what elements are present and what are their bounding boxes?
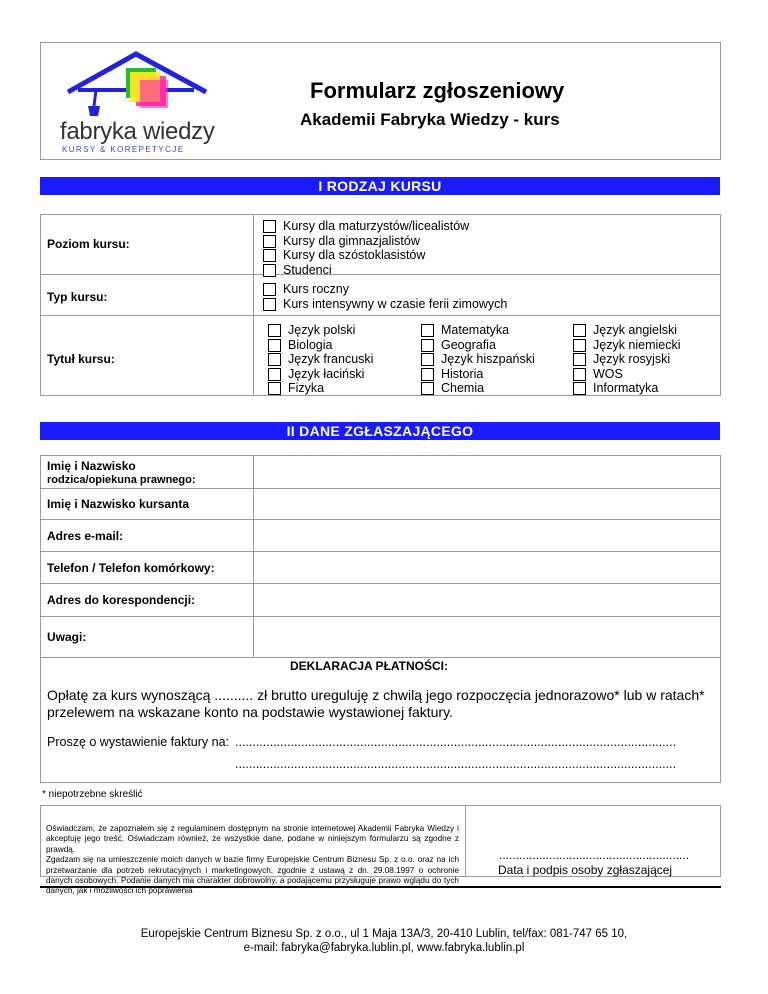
- phone-label: Telefon / Telefon komórkowy:: [47, 561, 215, 575]
- checkbox-option[interactable]: Język niemiecki: [571, 338, 681, 353]
- checkbox-option[interactable]: Informatyka: [571, 381, 681, 396]
- checkbox-option[interactable]: Kursy dla gimnazjalistów: [261, 234, 469, 249]
- form-title: Formularz zgłoszeniowy: [310, 78, 565, 103]
- title-options-col3[interactable]: [571, 323, 681, 396]
- signature-label: Data i podpis osoby zgłaszającej: [498, 863, 673, 877]
- consent-paragraph-2: Zgadzam się na umieszczenie moich danych w bazie firmy Europejskie Centrum Biznesu Sp. z o.o. oraz na ich przetwarzanie dla potrzeb rekrutacyjnych i marketingowych, zgodnie z ustawą z dn. 29.08.1997 o ochronie danych osobowych. Podanie danych ma charakter dobrowolny, a podającemu przysługuje prawo wglądu do tych danych, jak i możliwości ich poprawienia: [46, 855, 459, 896]
- parent-name-label: Imię i Nazwisko: [47, 459, 136, 473]
- student-name-label: Imię i Nazwisko kursanta: [47, 497, 190, 511]
- checkbox-option[interactable]: WOS: [571, 367, 681, 382]
- consent-paragraph-1: Oświadczam, że zapoznałem się z regulaminem dostępnym na stronie internetowej Akademii Fabryka Wiedzy i akceptuję jego treść. Oświadczam również, że wszystkie dane, podane w niniejszym formularzu są zgodne z prawdą.: [46, 824, 459, 854]
- student-name-field[interactable]: [254, 489, 720, 519]
- checkbox-option[interactable]: Kurs intensywny w czasie ferii zimowych: [261, 297, 507, 312]
- checkbox-option[interactable]: Geografia: [419, 338, 535, 353]
- checkbox-option[interactable]: Język rosyjski: [571, 352, 681, 367]
- level-label: Poziom kursu:: [47, 237, 130, 251]
- address-label: Adres do korespondencji:: [47, 593, 196, 607]
- title-options-col2[interactable]: [419, 323, 535, 396]
- footnote: * niepotrzebne skreślić: [42, 789, 143, 800]
- invoice-dots-2[interactable]: ...............................................................................................................................: [235, 757, 677, 771]
- email-label: Adres e-mail:: [47, 529, 124, 543]
- parent-name-field[interactable]: [254, 456, 720, 488]
- checkbox-option[interactable]: Kursy dla maturzystów/licealistów: [261, 219, 469, 234]
- logo-subtitle: KURSY & KOREPETYCJE: [62, 145, 185, 154]
- section-heading-applicant: II DANE ZGŁASZAJĄCEGO: [40, 422, 720, 440]
- title-options-col1[interactable]: [266, 323, 373, 396]
- checkbox-option[interactable]: Matematyka: [419, 323, 535, 338]
- checkbox-option[interactable]: Język hiszpański: [419, 352, 535, 367]
- checkbox-option[interactable]: Język angielski: [571, 323, 681, 338]
- notes-field[interactable]: [254, 617, 720, 657]
- section-heading-course-type: I RODZAJ KURSU: [40, 177, 720, 195]
- invoice-dots-1[interactable]: ...............................................................................................................................: [235, 735, 677, 749]
- notes-label: Uwagi:: [47, 630, 87, 644]
- phone-field[interactable]: [254, 552, 720, 583]
- title-label: Tytuł kursu:: [47, 352, 115, 366]
- level-options[interactable]: [261, 219, 469, 277]
- checkbox-option[interactable]: Fizyka: [266, 381, 373, 396]
- form-subtitle: Akademii Fabryka Wiedzy - kurs: [300, 110, 560, 129]
- checkbox-option[interactable]: Język francuski: [266, 352, 373, 367]
- parent-name-sublabel: rodzica/opiekuna prawnego:: [47, 474, 196, 486]
- type-options[interactable]: [261, 282, 507, 311]
- payment-heading: DEKLARACJA PŁATNOŚCI:: [290, 659, 448, 673]
- footer-contact: e-mail: fabryka@fabryka.lublin.pl, www.fabryka.lublin.pl: [243, 942, 525, 954]
- checkbox-option[interactable]: Biologia: [266, 338, 373, 353]
- invoice-label: Proszę o wystawienie faktury na:: [47, 735, 230, 749]
- checkbox-option[interactable]: Chemia: [419, 381, 535, 396]
- logo: [48, 46, 224, 156]
- checkbox-option[interactable]: Studenci: [261, 263, 469, 278]
- address-field[interactable]: [254, 584, 720, 616]
- checkbox-option[interactable]: Kurs roczny: [261, 282, 507, 297]
- checkbox-option[interactable]: Język łaciński: [266, 367, 373, 382]
- signature-dots[interactable]: .........................................................: [499, 848, 690, 862]
- logo-name: fabryka wiedzy: [60, 118, 215, 145]
- type-label: Typ kursu:: [47, 290, 108, 304]
- email-field[interactable]: [254, 520, 720, 551]
- checkbox-option[interactable]: Język polski: [266, 323, 373, 338]
- footer-address: Europejskie Centrum Biznesu Sp. z o.o., ul 1 Maja 13A/3, 20-410 Lublin, tel/fax: 081-747 65 10,: [140, 928, 628, 940]
- checkbox-option[interactable]: Kursy dla szóstoklasistów: [261, 248, 469, 263]
- footer-divider: [40, 886, 721, 888]
- checkbox-option[interactable]: Historia: [419, 367, 535, 382]
- payment-text: Opłatę za kurs wynoszącą .......... zł brutto ureguluję z chwilą jego rozpoczęcia jednorazowo* lub w ratach* przelewem na wskazane konto na podstawie wystawionej faktury.: [47, 687, 705, 720]
